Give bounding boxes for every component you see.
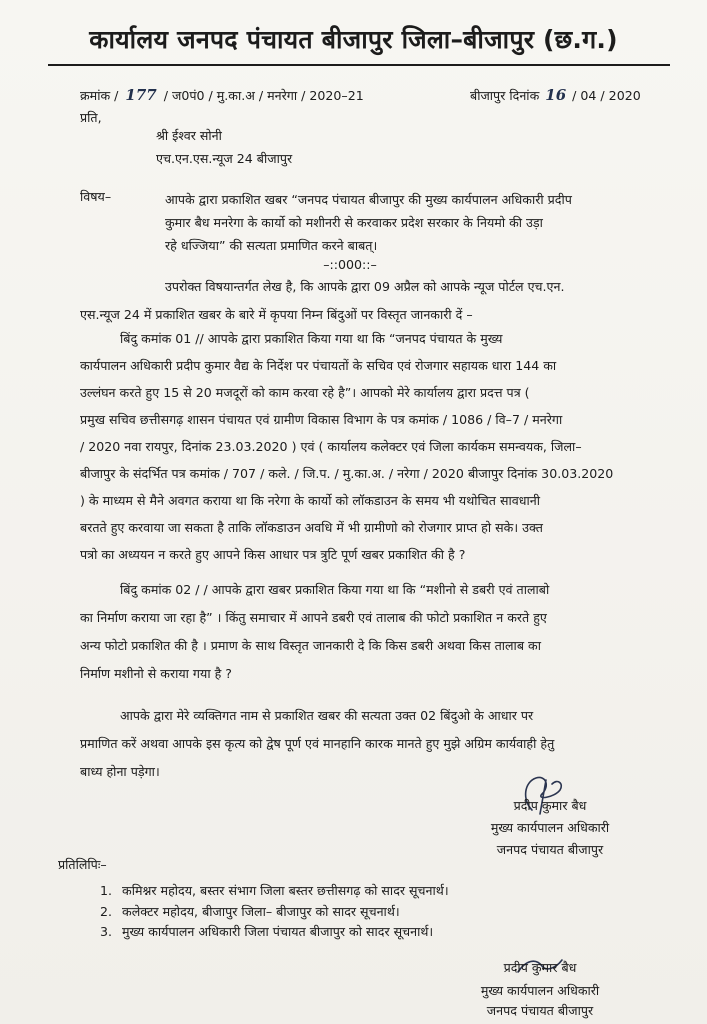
- point1-line: पत्रो का अध्ययन न करते हुए आपने किस आधार पत्र त्रुटि पूर्ण खबर प्रकाशित की है ?: [80, 547, 466, 562]
- ref-prefix: क्रमांक /: [80, 88, 119, 103]
- point2-line: बिंदु कमांक 02 / / आपके द्वारा खबर प्रकाशित किया गया था कि “मशीनो से डबरी एवं तालाबो: [120, 582, 550, 597]
- header-rule: [48, 64, 670, 66]
- prati-label: प्रति,: [80, 110, 102, 125]
- copy-item: [100, 903, 400, 920]
- copy-item: [100, 882, 449, 899]
- ref-handwritten-number: 177: [125, 86, 157, 104]
- office-header-title: कार्यालय जनपद पंचायत बीजापुर जिला–बीजापुर (छ.ग.): [89, 25, 618, 54]
- body-line: उपरोक्त विषयान्तर्गत लेख है, कि आपके द्वारा 09 अप्रैल को आपके न्यूज पोर्टल एच.एन.: [165, 279, 565, 294]
- point1-line: बरतते हुए करवाया जा सकता है ताकि लॉकडाउन अवधि में भी ग्रामीणो को रोजगार प्राप्त हो सके। उक्त: [80, 520, 543, 535]
- point1-line: ) के माध्यम से मैने अवगत कराया था कि नरेगा के कार्यो को लॉकडाउन के समय भी यथोचित सावधानी: [80, 493, 541, 508]
- subject-line: कुमार बैध मनरेगा के कार्यो को मशीनरी से करवाकर प्रदेश सरकार के नियमो की उड़ा: [165, 215, 543, 230]
- point1-line: बीजापुर के संदर्भित पत्र कमांक / 707 / कले. / जि.प. / मु.का.अ. / नरेगा / 2020 बीजापुर दिनांक 30.03.2020: [80, 466, 614, 481]
- copy-item: [100, 923, 433, 940]
- point1-line: उल्लंघन करते हुए 15 से 20 मजदूरों को काम करवा रहे है”। आपको मेरे कार्यालय द्वारा प्रदत्त पत्र (: [80, 385, 530, 400]
- signatory-name: प्रदीप कुमार बैध: [503, 960, 577, 975]
- signatory-designation: मुख्य कार्यपालन अधिकारी: [490, 820, 610, 835]
- copy-item-text: मुख्य कार्यपालन अधिकारी जिला पंचायत बीजापुर को सादर सूचनार्थ।: [122, 924, 434, 939]
- point1-line: / 2020 नवा रायपुर, दिनांक 23.03.2020 ) एवं ( कार्यालय कलेक्टर एवं जिला कार्यकम समन्वयक, जिला–: [80, 439, 582, 454]
- date-label: बीजापुर दिनांक: [470, 88, 540, 103]
- date-handwritten-day: 16: [545, 86, 567, 104]
- final-para-line: बाध्य होना पड़ेगा।: [80, 764, 160, 779]
- signatory-office: जनपद पंचायत बीजापुर: [496, 842, 604, 857]
- subject-separator: –::000::–: [323, 257, 377, 272]
- copy-label: प्रतिलिपिः–: [58, 857, 107, 872]
- signatory-designation: मुख्य कार्यपालन अधिकारी: [480, 983, 600, 998]
- recipient-org: एच.एन.एस.न्यूज 24 बीजापुर: [156, 151, 293, 166]
- point2-line: अन्य फोटो प्रकाशित की है । प्रमाण के साथ विस्तृत जानकारी दे कि किस डबरी अथवा किस तालाब का: [80, 638, 541, 653]
- signatory-office: जनपद पंचायत बीजापुर: [486, 1003, 594, 1018]
- copy-item-number: 1.: [100, 883, 113, 898]
- body-line: एस.न्यूज 24 में प्रकाशित खबर के बारे में कृपया निम्न बिंदुओं पर विस्तृत जानकारी दें –: [80, 307, 473, 322]
- copy-item-text: कमिश्नर महोदय, बस्तर संभाग जिला बस्तर छत्तीसगढ़ को सादर सूचनार्थ।: [122, 883, 449, 898]
- reference-date: [470, 88, 641, 103]
- date-rest: / 04 / 2020: [572, 88, 641, 103]
- copy-item-text: कलेक्टर महोदय, बीजापुर जिला– बीजापुर को सादर सूचनार्थ।: [122, 904, 400, 919]
- point1-line: प्रमुख सचिव छत्तीसगढ़ शासन पंचायत एवं ग्रामीण विकास विभाग के पत्र कमांक / 1086 / वि–7 / मनरेगा: [80, 412, 563, 427]
- subject-label: विषय–: [80, 189, 112, 204]
- point1-line: कार्यपालन अधिकारी प्रदीप कुमार वैद्य के निर्देश पर पंचायतों के सचिव एवं रोजगार सहायक धारा 144 का: [80, 358, 557, 373]
- point2-line: निर्माण मशीनो से कराया गया है ?: [80, 666, 232, 681]
- point1-line: बिंदु कमांक 01 // आपके द्वारा प्रकाशित किया गया था कि “जनपद पंचायत के मुख्य: [120, 331, 503, 346]
- ref-suffix: / ज0पं0 / मु.का.अ / मनरेगा / 2020–21: [163, 88, 364, 103]
- final-para-line: आपके द्वारा मेरे व्यक्तिगत नाम से प्रकाशित खबर की सत्यता उक्त 02 बिंदुओ के आधार पर: [120, 708, 534, 723]
- point2-line: का निर्माण कराया जा रहा है” । किंतु समाचार में आपने डबरी एवं तालाब की फोटो प्रकाशित न करते हुए: [80, 610, 547, 625]
- copy-item-number: 3.: [100, 924, 113, 939]
- subject-line: रहे धज्जिया” की सत्यता प्रमाणित करने बाबत्।: [165, 238, 378, 253]
- final-para-line: प्रमाणित करें अथवा आपके इस कृत्य को द्वेष पूर्ण एवं मानहानि कारक मानते हुए मुझे अग्रिम कार्यवाही हेतु: [80, 736, 555, 751]
- copy-item-number: 2.: [100, 904, 113, 919]
- signatory-name: प्रदीप कुमार बैध: [513, 798, 587, 813]
- subject-line: आपके द्वारा प्रकाशित खबर “जनपद पंचायत बीजापुर की मुख्य कार्यपालन अधिकारी प्रदीप: [165, 192, 572, 207]
- recipient-name: श्री ईश्वर सोनी: [156, 128, 222, 143]
- reference-number-line: [80, 88, 364, 103]
